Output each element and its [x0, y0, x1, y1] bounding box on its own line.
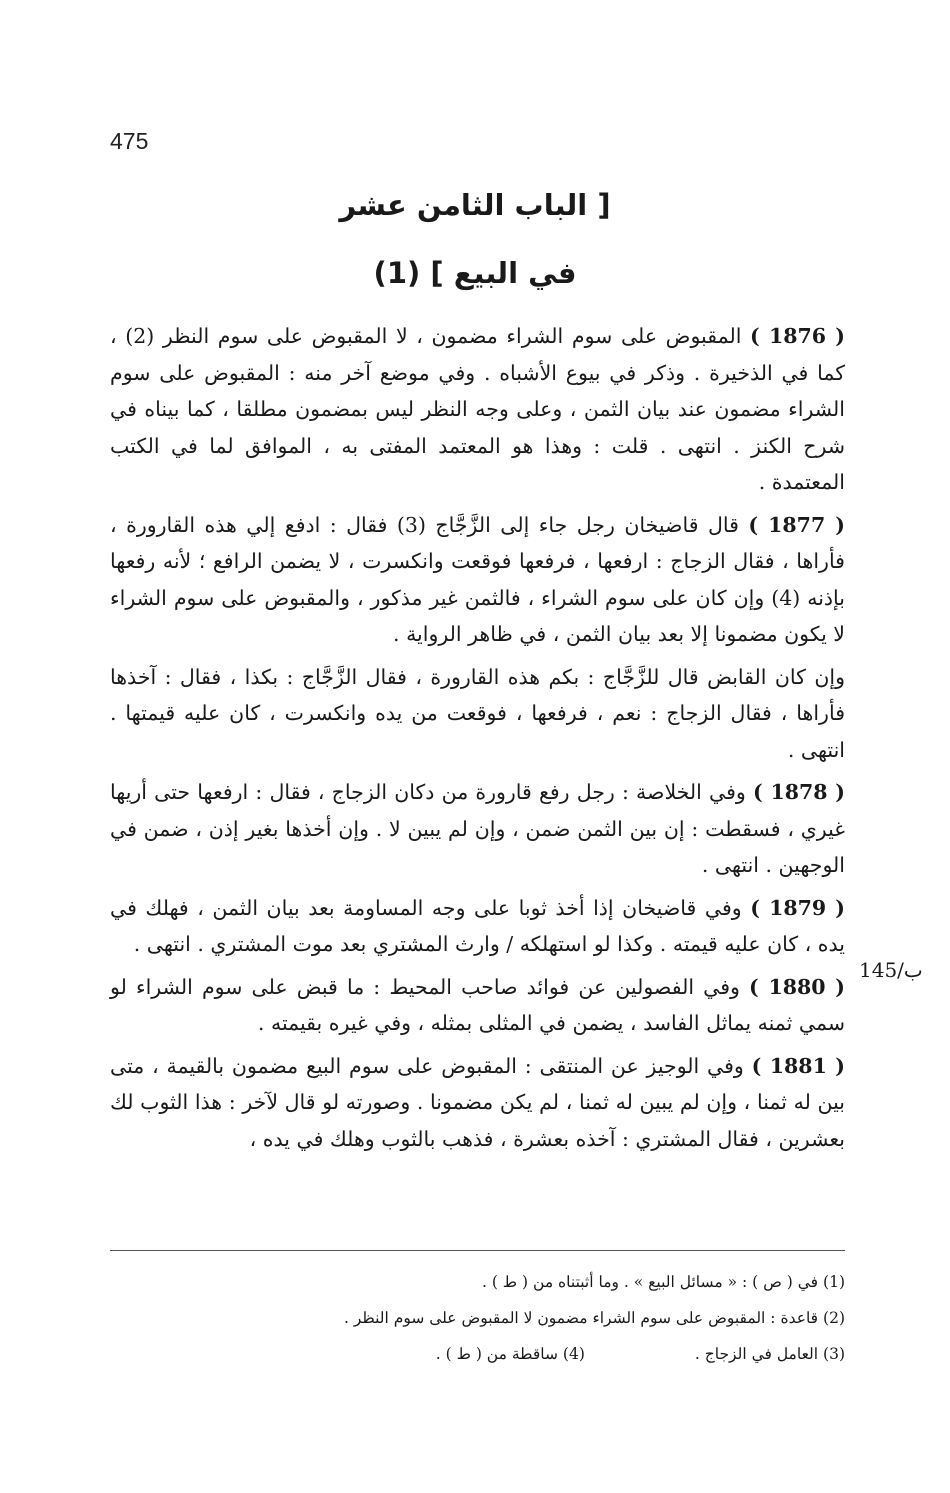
footnote-1: (1) في ( ص ) : « مسائل البيع » . وما أثبتناه من ( ط ) . [481, 1273, 845, 1291]
folio-margin-note: 145/ب [859, 958, 923, 982]
page-number: 475 [110, 128, 149, 154]
chapter-title: [ الباب الثامن عشر [339, 188, 611, 222]
entry-number: ( 1881 ) [751, 1053, 845, 1078]
paragraph-text: وفي الوجيز عن المنتقى : المقبوض على سوم البيع مضمون بالقيمة ، متى بين له ثمنا ، وإن لم يبين له ثمنا ، لم يكن مضمونا . وصورته لو قال لآخر : هذا الثوب لك بعشرين ، فقال المشتري : آخذه بعشرة ، فذهب بالثوب وهلك في يده ، [110, 1053, 845, 1151]
body-text [110, 318, 845, 1163]
paragraph-text: قال قاضيخان رجل جاء إلى الزَّجَّاج (3) فقال : ادفع إلي هذه القارورة ، فأراها ، فقال الزجاج : ارفعها ، فرفعها فوقعت وانكسرت ، لا يضمن الرافع ؛ لأنه رفعها بإذنه (4) وإن كان على سوم الشراء ، فالثمن غير مذكور ، والمقبوض على سوم الشراء لا يكون مضمونا إلا بعد بيان الثمن ، في ظاهر الرواية . [110, 512, 845, 646]
entry-number: ( 1880 ) [749, 974, 845, 999]
entry-number: ( 1879 ) [750, 895, 845, 920]
paragraph-text: المقبوض على سوم الشراء مضمون ، لا المقبوض على سوم النظر (2) ، كما في الذخيرة . وذكر في بيوع الأشباه . وفي موضع آخر منه : المقبوض على سوم الشراء مضمون عند بيان الثمن ، وعلى وجه النظر ليس بمضمون مطلقا ، كما بيناه في شرح الكنز . انتهى . قلت : وهذا هو المعتمد المفتى به ، الموافق لما في الكتب المعتمدة . [110, 324, 845, 494]
paragraph-text: وفي الخلاصة : رجل رفع قارورة من دكان الزجاج ، فقال : ارفعها حتى أريها غيري ، فسقطت : إن بين الثمن ضمن ، وإن لم يبين لا . وإن أخذها بغير إذن ، ضمن في الوجهين . انتهى . [110, 780, 845, 877]
paragraph-text: وفي الفصولين عن فوائد صاحب المحيط : ما قبض على سوم الشراء لو سمي ثمنه يماثل الفاسد ، يضمن في المثلى بمثله ، وفي غيره بقيمته . [110, 974, 845, 1035]
paragraph-1881 [110, 1048, 845, 1158]
paragraph-1877 [110, 507, 845, 653]
paragraph-1877-cont [110, 659, 845, 769]
footnote-3: (3) العامل في الزجاج . [694, 1345, 845, 1363]
entry-number: ( 1876 ) [750, 324, 845, 348]
footnote-row [110, 1336, 845, 1372]
paragraph-1879 [110, 890, 845, 963]
paragraph-text: وفي قاضيخان إذا أخذ ثوبا على وجه المساومة بعد بيان الثمن ، فهلك في يده ، كان عليه قيمته . وكذا لو استهلكه / وارث المشتري بعد موت المشتري . انتهى . [110, 895, 845, 956]
paragraph-1878 [110, 774, 845, 884]
footnote-2: (2) قاعدة : المقبوض على سوم الشراء مضمون لا المقبوض على سوم النظر . [343, 1309, 845, 1327]
paragraph-1880 [110, 969, 845, 1042]
footnote-divider [110, 1250, 845, 1251]
paragraph-text: وإن كان القابض قال للزَّجَّاج : بكم هذه القارورة ، فقال الزَّجَّاج : بكذا ، فقال : آخذها فأراها ، فقال الزجاج : نعم ، فرفعها ، فوقعت من يده وانكسرت ، كان عليه قيمتها . انتهى . [110, 664, 845, 762]
footnotes [110, 1264, 845, 1372]
footnote-4: (4) ساقطة من ( ط ) . [435, 1345, 585, 1363]
chapter-subtitle: في البيع ] (1) [373, 256, 577, 290]
entry-number: ( 1877 ) [748, 512, 845, 537]
paragraph-1876 [110, 318, 845, 501]
entry-number: ( 1878 ) [752, 780, 845, 804]
